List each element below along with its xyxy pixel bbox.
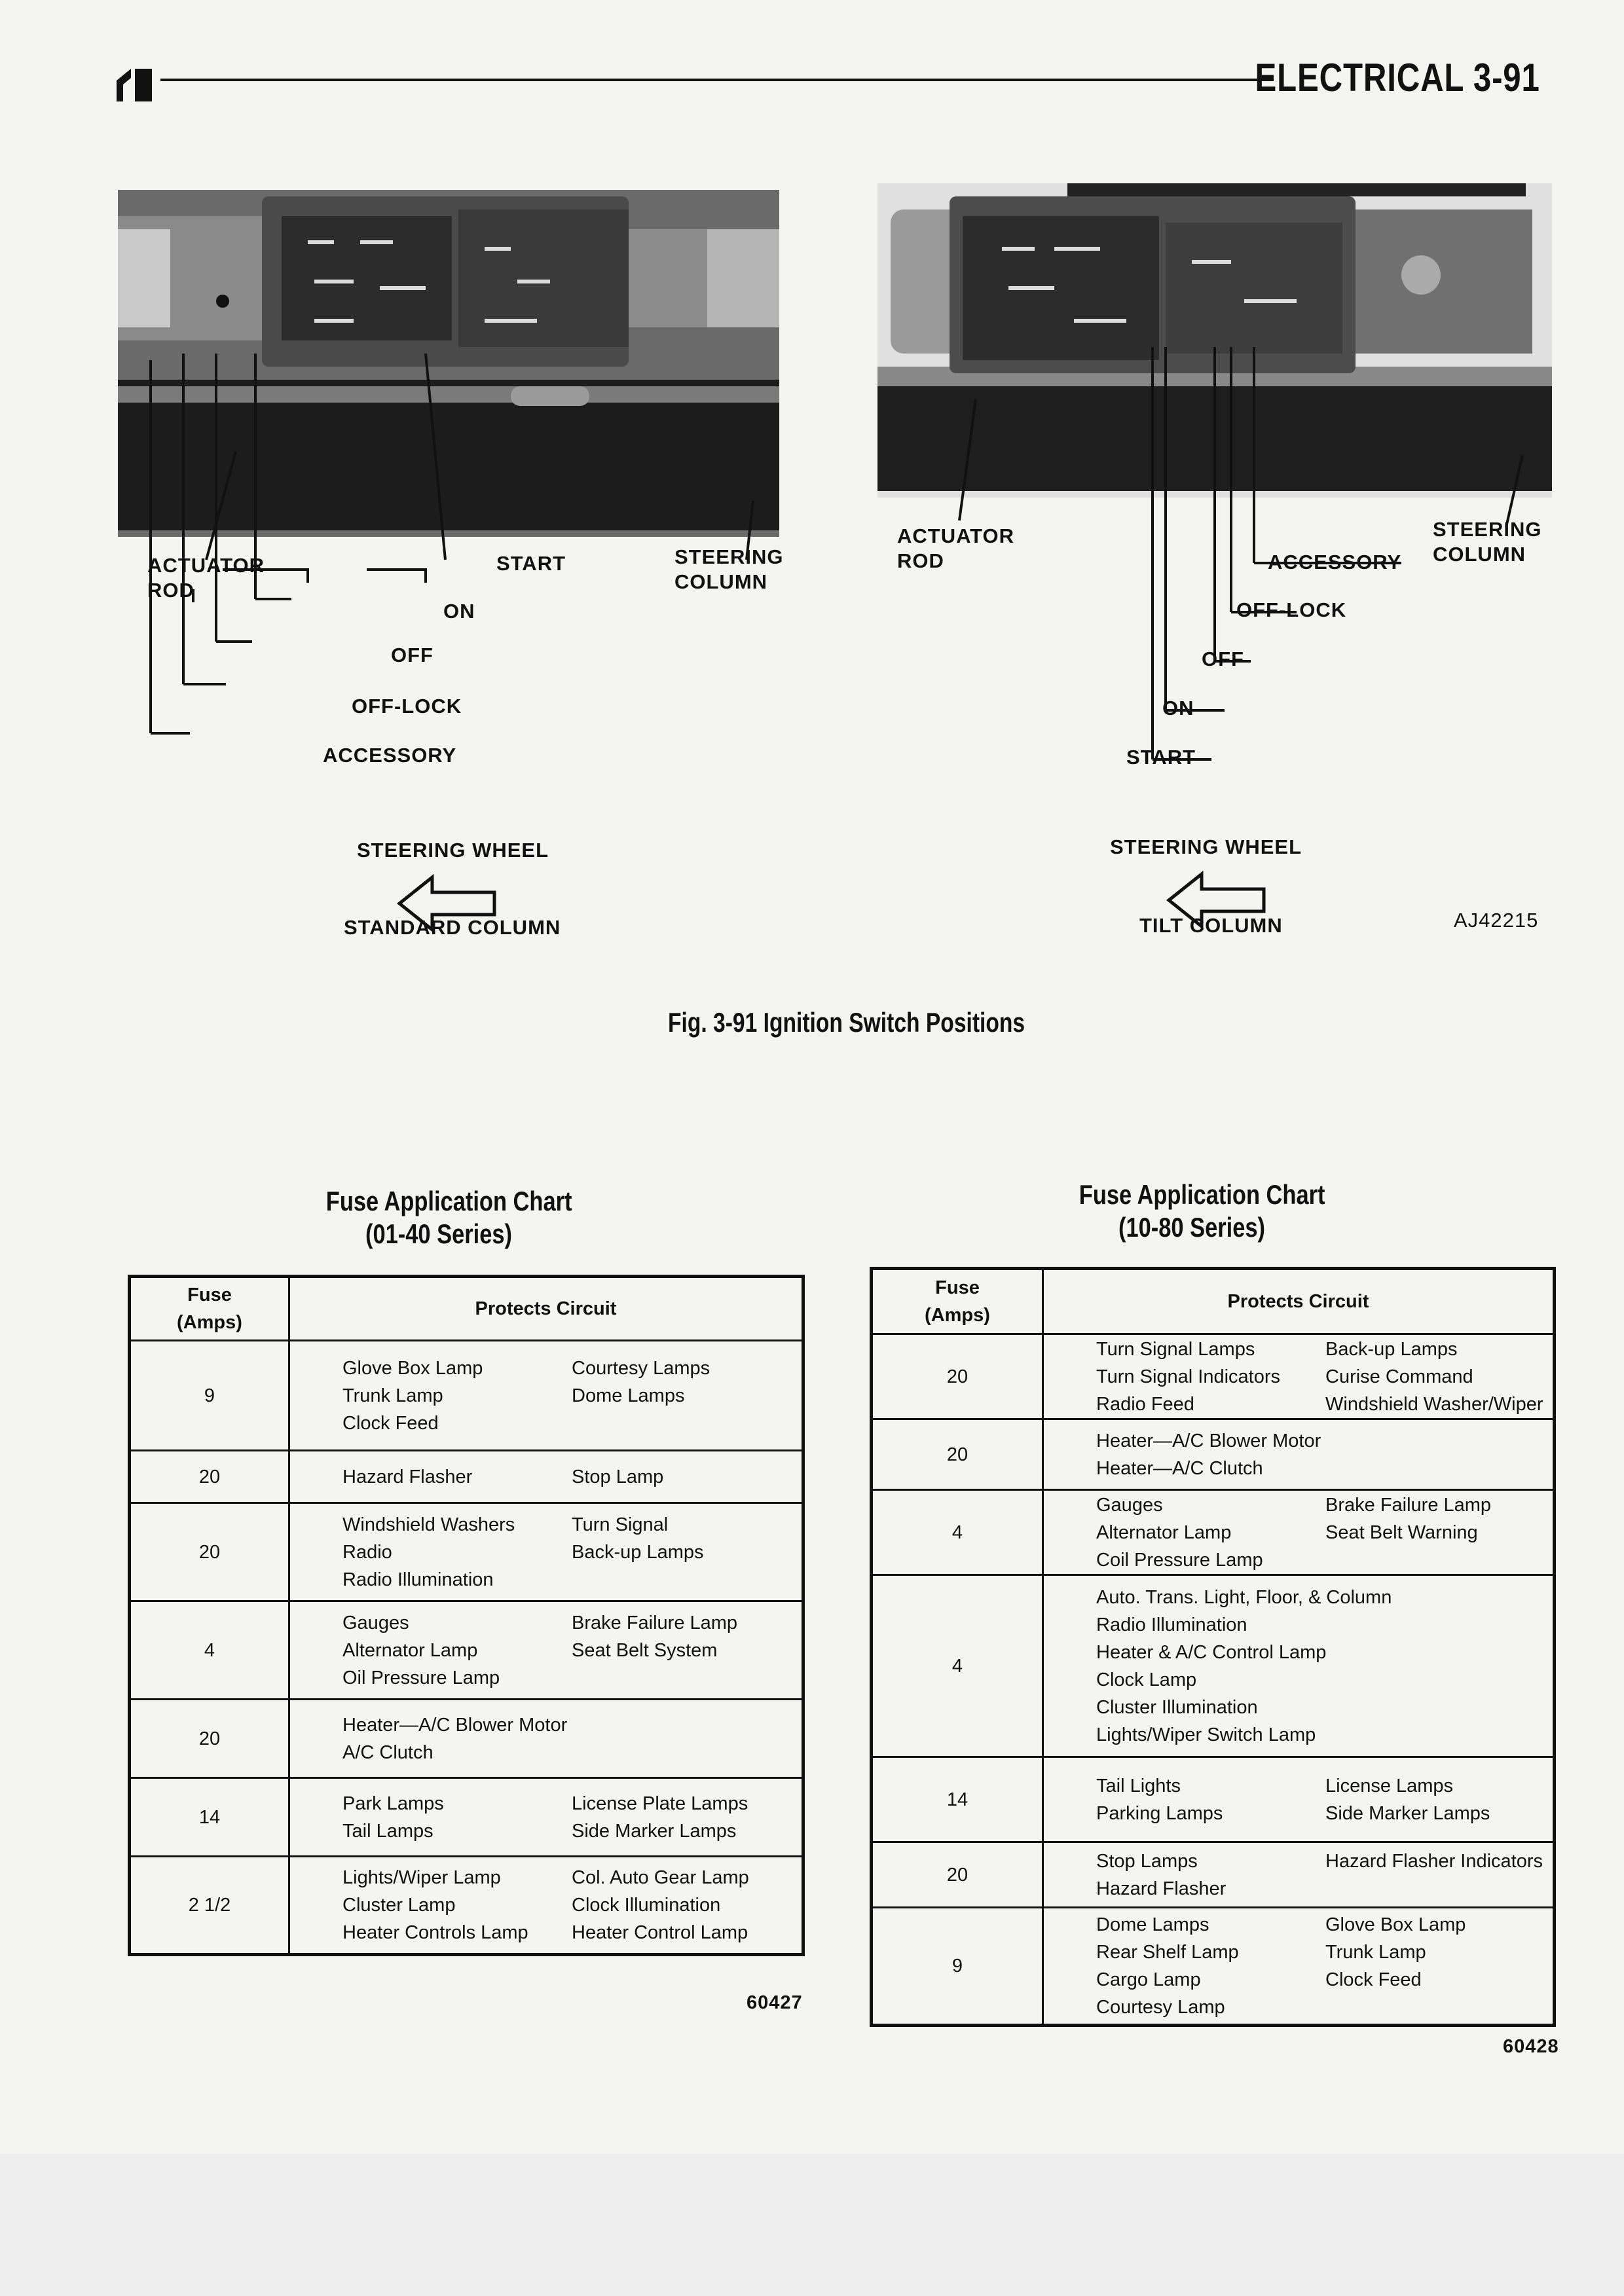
fuse-row xyxy=(872,1575,1555,1757)
circuit-item: Heater—A/C Blower Motor xyxy=(1096,1430,1321,1451)
fuse-amps-cell: 2 1/2 xyxy=(130,1857,289,1955)
protected-circuits-cell xyxy=(1043,1908,1555,2026)
fuse-row xyxy=(130,1857,803,1955)
circuit-item: Radio Illumination xyxy=(1096,1614,1247,1635)
fuse-row xyxy=(130,1341,803,1451)
tilt-steering-wheel-label: STEERING WHEEL xyxy=(1110,835,1302,858)
circuit-item: License Plate Lamps xyxy=(572,1793,748,1814)
standard-off-lock-label: OFF-LOCK xyxy=(352,695,462,718)
fuse-chart-10-80 xyxy=(870,1267,1556,2027)
circuit-item: Parking Lamps xyxy=(1096,1802,1223,1824)
circuit-item: Radio Illumination xyxy=(342,1569,494,1590)
protected-circuits-cell xyxy=(1043,1842,1555,1908)
tilt-actuator-rod-label: ACTUATOR ROD xyxy=(897,524,1015,572)
protected-circuits-cell xyxy=(289,1778,803,1857)
fuse-row xyxy=(130,1601,803,1700)
tilt-on-label: ON xyxy=(1162,697,1194,720)
circuit-item: Heater & A/C Control Lamp xyxy=(1096,1641,1327,1663)
circuit-item: Oil Pressure Lamp xyxy=(342,1667,500,1688)
figure-caption: Fig. 3-91 Ignition Switch Positions xyxy=(668,1007,1025,1038)
fuse-row xyxy=(872,1419,1555,1490)
fuse-amps-cell: 20 xyxy=(872,1334,1043,1419)
standard-steering-wheel-label: STEERING WHEEL xyxy=(357,839,549,862)
tilt-off-lock-label: OFF-LOCK xyxy=(1236,598,1347,621)
fuse-row xyxy=(130,1503,803,1601)
right-chart-title: Fuse Application Chart (10-80 Series) xyxy=(1079,1179,1325,1243)
standard-column-title: STANDARD COLUMN xyxy=(344,916,561,939)
circuit-item: Clock Lamp xyxy=(1096,1669,1197,1690)
left-chart-title: Fuse Application Chart (01-40 Series) xyxy=(325,1186,572,1249)
fuse-amps-header: Fuse (Amps) xyxy=(130,1277,289,1341)
scan-margin xyxy=(0,2154,1624,2296)
circuit-item: Stop Lamp xyxy=(572,1466,664,1487)
circuit-item: Back-up Lamps xyxy=(1325,1338,1458,1360)
circuit-item: Col. Auto Gear Lamp xyxy=(572,1867,749,1888)
circuit-item: Windshield Washer/Wiper xyxy=(1325,1393,1543,1415)
circuit-item: Cluster Illumination xyxy=(1096,1696,1258,1718)
standard-off-label: OFF xyxy=(391,644,434,666)
page-header-title: ELECTRICAL 3-91 xyxy=(1255,56,1540,100)
fuse-amps-cell: 4 xyxy=(872,1490,1043,1575)
standard-on-label: ON xyxy=(443,600,475,623)
fuse-amps-cell: 20 xyxy=(872,1419,1043,1490)
circuit-item: Gauges xyxy=(1096,1494,1163,1516)
circuit-item: Auto. Trans. Light, Floor, & Column xyxy=(1096,1586,1392,1608)
circuit-item: Clock Illumination xyxy=(572,1895,721,1916)
circuit-item: Seat Belt Warning xyxy=(1325,1522,1478,1543)
circuit-item: Heater—A/C Blower Motor xyxy=(342,1714,568,1736)
circuit-item: Alternator Lamp xyxy=(342,1639,478,1661)
circuit-item: Cluster Lamp xyxy=(342,1895,456,1916)
circuit-item: Glove Box Lamp xyxy=(342,1357,483,1379)
circuit-item: Lights/Wiper Switch Lamp xyxy=(1096,1724,1316,1745)
circuit-item: Clock Feed xyxy=(1325,1969,1422,1990)
protected-circuits-cell xyxy=(289,1857,803,1955)
circuit-item: Heater Controls Lamp xyxy=(342,1922,528,1943)
fuse-amps-cell: 20 xyxy=(872,1842,1043,1908)
fuse-amps-cell: 9 xyxy=(130,1341,289,1451)
circuit-item: A/C Clutch xyxy=(342,1741,434,1763)
tilt-accessory-label: ACCESSORY xyxy=(1268,551,1402,574)
circuit-item: Hazard Flasher xyxy=(342,1466,473,1487)
circuit-item: Courtesy Lamps xyxy=(572,1357,710,1379)
circuit-item: Coil Pressure Lamp xyxy=(1096,1549,1263,1571)
fuse-amps-cell: 4 xyxy=(872,1575,1043,1757)
circuit-item: Dome Lamps xyxy=(1096,1914,1209,1935)
fuse-amps-cell: 20 xyxy=(130,1503,289,1601)
circuit-item: Seat Belt System xyxy=(572,1639,718,1661)
protected-circuits-cell xyxy=(289,1700,803,1778)
standard-steering-column-label: STEERING COLUMN xyxy=(674,545,784,593)
circuit-item: Courtesy Lamp xyxy=(1096,1997,1225,2018)
protects-circuit-header: Protects Circuit xyxy=(289,1277,803,1341)
circuit-item: Tail Lights xyxy=(1096,1775,1181,1796)
left-chart-figure-number: 60427 xyxy=(747,1992,803,2013)
tilt-steering-column-label: STEERING COLUMN xyxy=(1433,518,1542,566)
circuit-item: Brake Failure Lamp xyxy=(572,1612,738,1633)
fuse-row xyxy=(130,1700,803,1778)
protected-circuits-cell xyxy=(1043,1419,1555,1490)
fuse-amps-header: Fuse (Amps) xyxy=(872,1269,1043,1334)
fuse-amps-cell: 9 xyxy=(872,1908,1043,2026)
circuit-item: Side Marker Lamps xyxy=(1325,1802,1490,1824)
circuit-item: Dome Lamps xyxy=(572,1385,685,1406)
standard-start-label: START xyxy=(496,552,566,575)
circuit-item: Brake Failure Lamp xyxy=(1325,1494,1492,1516)
fuse-row xyxy=(872,1842,1555,1908)
circuit-item: Radio xyxy=(342,1541,392,1563)
header-rule xyxy=(160,79,1274,81)
protected-circuits-cell xyxy=(1043,1757,1555,1842)
circuit-item: Glove Box Lamp xyxy=(1325,1914,1466,1935)
fuse-amps-cell: 4 xyxy=(130,1601,289,1700)
protected-circuits-cell xyxy=(289,1341,803,1451)
fuse-row xyxy=(130,1778,803,1857)
circuit-item: Windshield Washers xyxy=(342,1514,515,1535)
circuit-item: Hazard Flasher Indicators xyxy=(1325,1850,1543,1872)
circuit-item: Turn Signal Lamps xyxy=(1096,1338,1255,1360)
tilt-off-label: OFF xyxy=(1202,647,1244,670)
fuse-amps-cell: 20 xyxy=(130,1700,289,1778)
circuit-item: Radio Feed xyxy=(1096,1393,1194,1415)
figure-code: AJ42215 xyxy=(1454,909,1539,932)
circuit-item: Gauges xyxy=(342,1612,409,1633)
protected-circuits-cell xyxy=(289,1503,803,1601)
fuse-amps-cell: 14 xyxy=(872,1757,1043,1842)
circuit-item: Heater Control Lamp xyxy=(572,1922,748,1943)
jeep-corner-logo-icon xyxy=(117,69,156,101)
tilt-start-label: START xyxy=(1126,746,1196,769)
right-chart-figure-number: 60428 xyxy=(1503,2036,1559,2057)
fuse-row xyxy=(872,1334,1555,1419)
standard-column-diagram xyxy=(118,183,799,949)
circuit-item: Cargo Lamp xyxy=(1096,1969,1201,1990)
circuit-item: Park Lamps xyxy=(342,1793,444,1814)
circuit-item: License Lamps xyxy=(1325,1775,1454,1796)
fuse-chart-01-40 xyxy=(128,1275,805,1956)
circuit-item: Side Marker Lamps xyxy=(572,1820,737,1842)
circuit-item: Heater—A/C Clutch xyxy=(1096,1457,1263,1479)
protects-circuit-header: Protects Circuit xyxy=(1043,1269,1555,1334)
circuit-item: Turn Signal xyxy=(572,1514,669,1535)
standard-accessory-label: ACCESSORY xyxy=(323,744,457,767)
protected-circuits-cell xyxy=(1043,1490,1555,1575)
protected-circuits-cell xyxy=(289,1601,803,1700)
circuit-item: Tail Lamps xyxy=(342,1820,434,1842)
circuit-item: Alternator Lamp xyxy=(1096,1522,1232,1543)
circuit-item: Trunk Lamp xyxy=(1325,1942,1426,1963)
circuit-item: Turn Signal Indicators xyxy=(1096,1366,1281,1387)
fuse-amps-cell: 14 xyxy=(130,1778,289,1857)
fuse-row xyxy=(130,1451,803,1503)
protected-circuits-cell xyxy=(289,1451,803,1503)
circuit-item: Back-up Lamps xyxy=(572,1541,704,1563)
circuit-item: Curise Command xyxy=(1325,1366,1473,1387)
tilt-column-diagram xyxy=(877,177,1585,949)
fuse-row xyxy=(872,1757,1555,1842)
protected-circuits-cell xyxy=(1043,1575,1555,1757)
circuit-item: Rear Shelf Lamp xyxy=(1096,1942,1239,1963)
fuse-row xyxy=(872,1490,1555,1575)
circuit-item: Stop Lamps xyxy=(1096,1850,1198,1872)
fuse-row xyxy=(872,1908,1555,2026)
fuse-amps-cell: 20 xyxy=(130,1451,289,1503)
tilt-column-title: TILT COLUMN xyxy=(1139,914,1283,937)
standard-actuator-rod-label: ACTUATOR ROD xyxy=(147,554,265,602)
protected-circuits-cell xyxy=(1043,1334,1555,1419)
circuit-item: Hazard Flasher xyxy=(1096,1878,1227,1899)
circuit-item: Lights/Wiper Lamp xyxy=(342,1867,501,1888)
circuit-item: Trunk Lamp xyxy=(342,1385,443,1406)
circuit-item: Clock Feed xyxy=(342,1412,439,1434)
